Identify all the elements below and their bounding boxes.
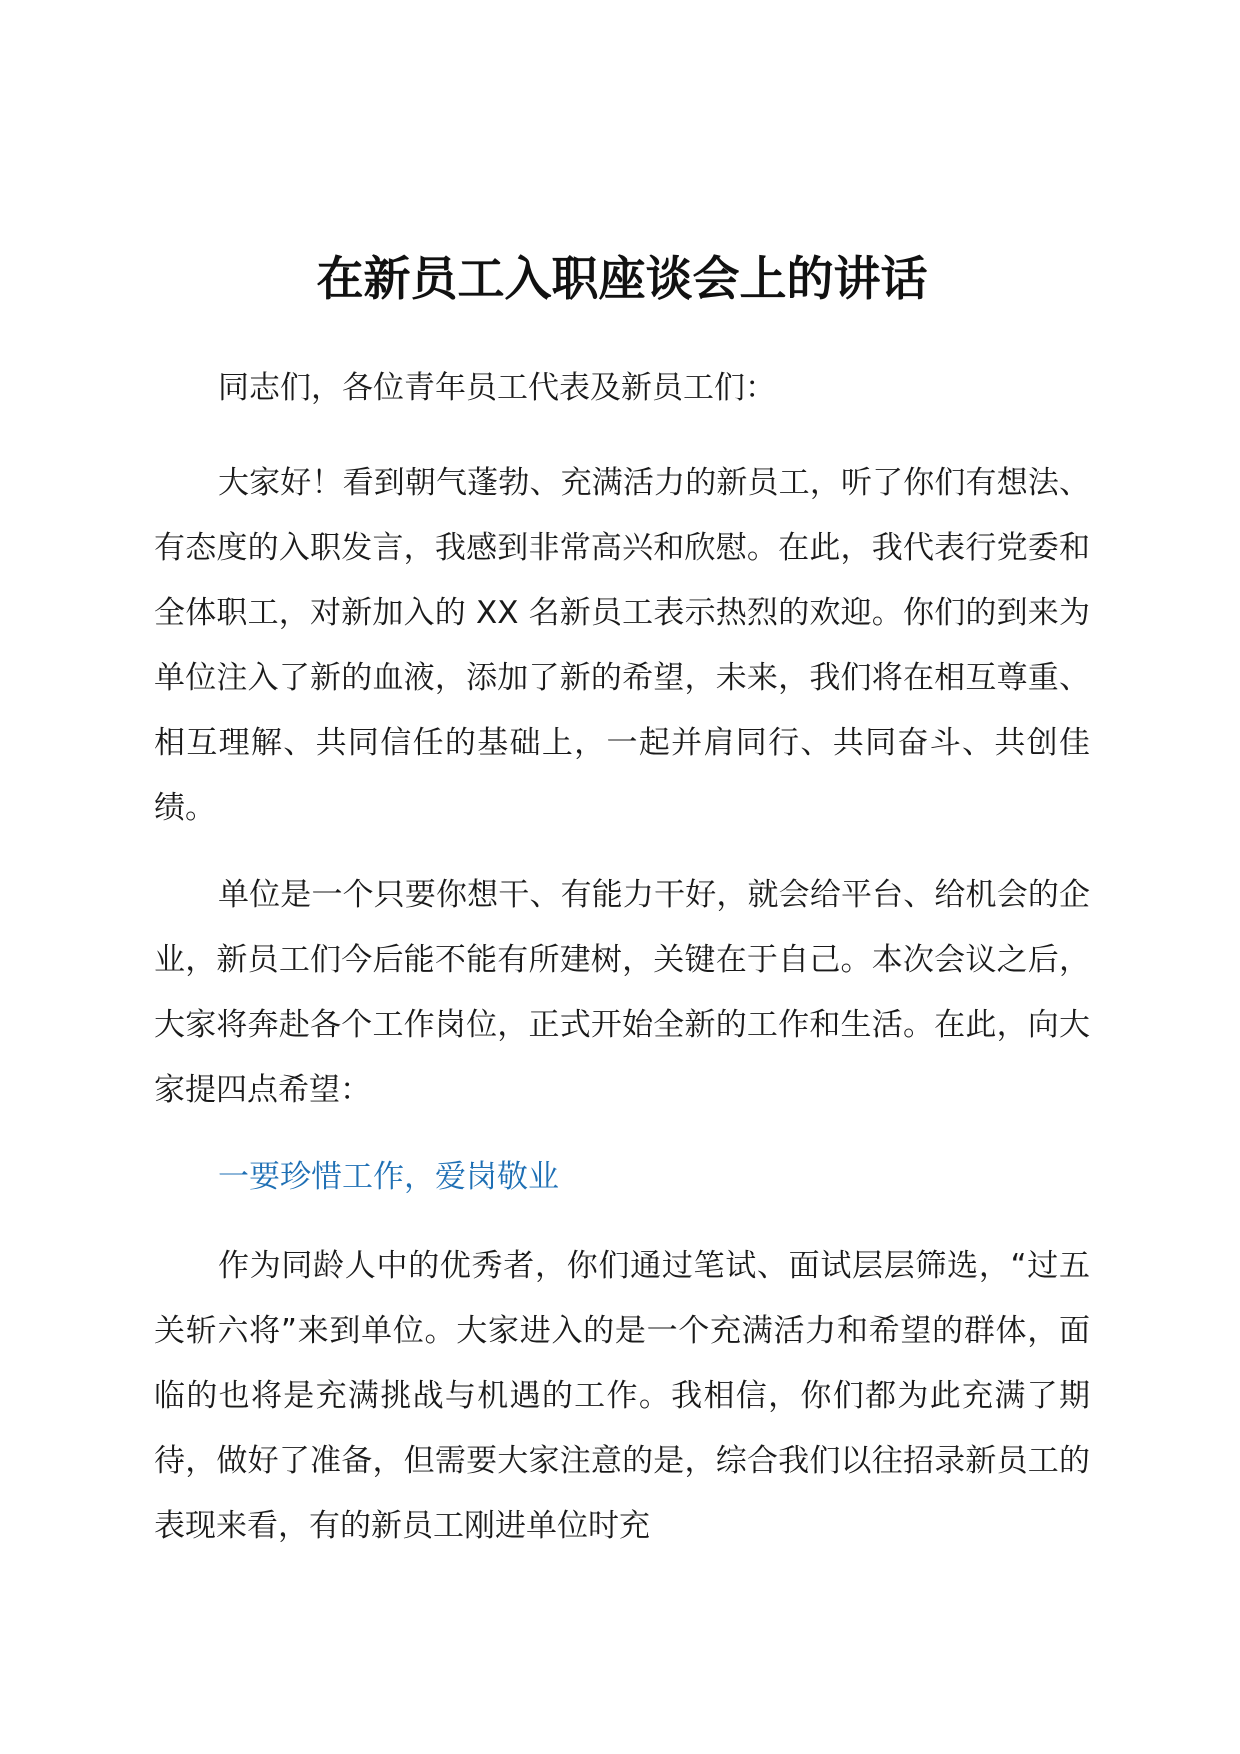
section-paragraph: 作为同龄人中的优秀者，你们通过笔试、面试层层筛选，“过五关斩六将”来到单位。大家进入的是一个充满活力和希望的群体，面临的也将是充满挑战与机遇的工作。我相信，你们都为此充满了期待，做好了准备，但需要大家注意的是，综合我们以往招录新员工的表现来看，有的新员工刚进单位时充 <box>154 1248 1090 1544</box>
document-title: 在新员工入职座谈会上的讲话 <box>316 252 928 307</box>
paragraph-welcome: 大家好！看到朝气蓬勃、充满活力的新员工，听了你们有想法、有态度的入职发言，我感到非常高兴和欣慰。在此，我代表行党委和全体职工，对新加入的 XX 名新员工表示热烈的欢迎。你们的到来为单位注入了新的血液，添加了新的希望，未来，我们将在相互尊重、相互理解、共同信任的基础上，一起并肩同行、共同奋斗、共创佳绩。 <box>154 465 1090 826</box>
salutation: 同志们，各位青年员工代表及新员工们： <box>218 370 776 406</box>
document-body <box>154 238 1090 1581</box>
section-heading: 一要珍惜工作，爱岗敬业 <box>218 1159 559 1195</box>
paragraph-expectations: 单位是一个只要你想干、有能力干好，就会给平台、给机会的企业，新员工们今后能不能有所建树，关键在于自己。本次会议之后，大家将奔赴各个工作岗位，正式开始全新的工作和生活。在此，向大家提四点希望： <box>154 877 1090 1108</box>
